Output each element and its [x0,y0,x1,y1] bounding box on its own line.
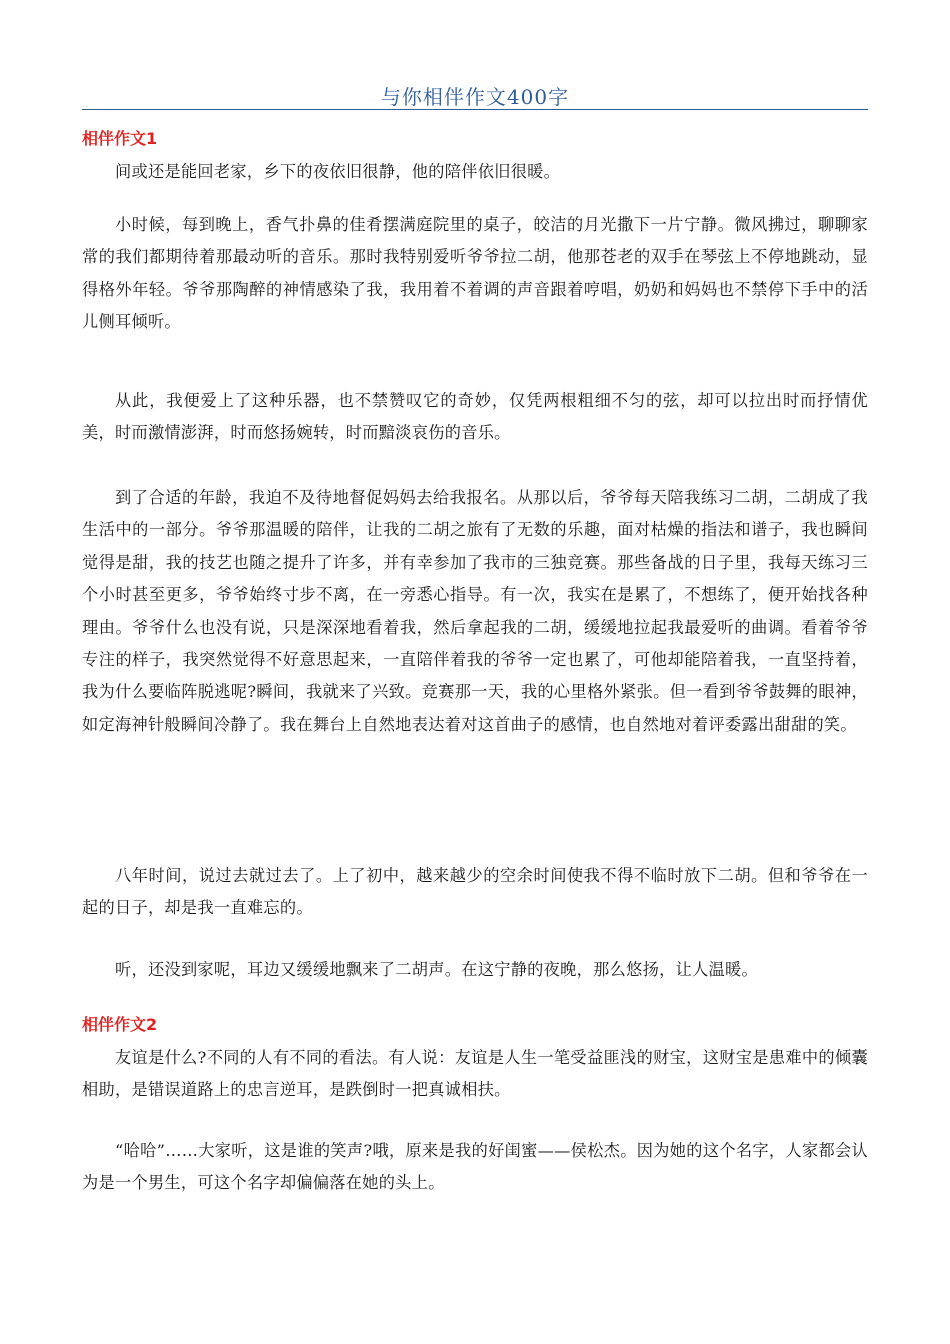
page-title: 与你相伴作文400字 [380,85,570,109]
section-heading-2: 相伴作文2 [82,1015,158,1034]
paragraph: “哈哈”……大家听，这是谁的笑声?哦，原来是我的好闺蜜——侯松杰。因为她的这个名字，人家都会认为是一个男生，可这个名字却偏偏落在她的头上。 [82,1141,868,1193]
paragraph: 八年时间，说过去就过去了。上了初中，越来越少的空余时间使我不得不临时放下二胡。但和爷爷在一起的日子，却是我一直难忘的。 [82,866,868,918]
paragraph: 从此，我便爱上了这种乐器，也不禁赞叹它的奇妙，仅凭两根粗细不匀的弦，却可以拉出时而抒情优美，时而激情澎湃，时而悠扬婉转，时而黯淡哀伤的音乐。 [82,391,868,443]
section-heading-1: 相伴作文1 [82,129,158,148]
paragraph: 到了合适的年龄，我迫不及待地督促妈妈去给我报名。从那以后，爷爷每天陪我练习二胡，二胡成了我生活中的一部分。爷爷那温暖的陪伴，让我的二胡之旅有了无数的乐趣，面对枯燥的指法和谱子，我也瞬间觉得是甜，我的技艺也随之提升了许多，并有幸参加了我市的三独竞赛。那些备战的日子里，我每天练习三个小时甚至更多，爷爷始终寸步不离，在一旁悉心指导。有一次，我实在是累了，不想练了，便开始找各种理由。爷爷什么也没有说，只是深深地看着我，然后拿起我的二胡，缓缓地拉起我最爱听的曲调。看着爷爷专注的样子，我突然觉得不好意思起来，一直陪伴着我的爷爷一定也累了，可他却能陪着我，一直坚持着，我为什么要临阵脱逃呢?瞬间，我就来了兴致。竞赛那一天，我的心里格外紧张。但一看到爷爷鼓舞的眼神，如定海神针般瞬间冷静了。我在舞台上自然地表达着对这首曲子的感情，也自然地对着评委露出甜甜的笑。 [82,488,868,734]
title-divider [82,109,868,110]
paragraph: 友谊是什么?不同的人有不同的看法。有人说：友谊是人生一笔受益匪浅的财宝，这财宝是患难中的倾囊相助，是错误道路上的忠言逆耳，是跌倒时一把真诚相扶。 [82,1048,868,1100]
paragraph: 间或还是能回老家，乡下的夜依旧很静，他的陪伴依旧很暖。 [115,162,561,181]
paragraph: 小时候，每到晚上，香气扑鼻的佳肴摆满庭院里的桌子，皎洁的月光撒下一片宁静。微风拂过，聊聊家常的我们都期待着那最动听的音乐。那时我特别爱听爷爷拉二胡，他那苍老的双手在琴弦上不停地跳动，显得格外年轻。爷爷那陶醉的神情感染了我，我用着不着调的声音跟着哼唱，奶奶和妈妈也不禁停下手中的活儿侧耳倾听。 [82,215,868,332]
paragraph: 听，还没到家呢，耳边又缓缓地飘来了二胡声。在这宁静的夜晚，那么悠扬，让人温暖。 [115,960,759,979]
